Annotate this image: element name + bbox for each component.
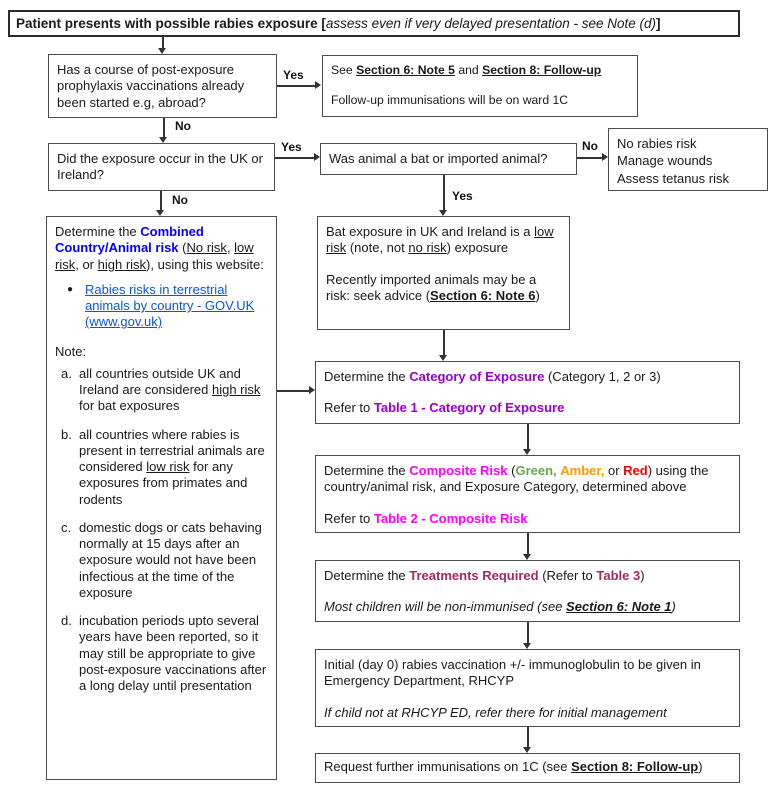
text-segment: all countries where rabies is present in terrestrial animals are considered [79, 426, 265, 474]
text-segment: Follow-up immunisations will be on ward 1C [331, 93, 569, 108]
box-request-immunisations [315, 753, 740, 783]
list-marker: b. [61, 426, 72, 442]
text-segment: low risk [55, 240, 254, 272]
box-pep-question [48, 54, 277, 118]
list-marker: a. [61, 365, 72, 381]
label-yes-uk: Yes [281, 140, 302, 154]
text-segment: Determine the [324, 463, 410, 478]
arrowhead-category-to-composite [523, 449, 531, 455]
connector-initial-to-request [527, 727, 529, 747]
list-marker: d. [61, 613, 72, 628]
text-segment: Composite Risk [409, 463, 508, 478]
text-segment: assess even if very delayed presentation - see Note (d) [325, 15, 657, 31]
note-item [55, 613, 268, 694]
text-segment: Recently imported animals may be a risk: seek advice ( [326, 271, 537, 303]
text-segment: Section 8: Follow-up [571, 759, 699, 774]
connector-uk-no [160, 191, 162, 210]
text-segment: Bat exposure in UK and Ireland is a [326, 224, 535, 239]
list-marker: ● [67, 283, 74, 295]
label-no-pep: No [175, 119, 191, 133]
note-item [55, 520, 268, 601]
paragraph [324, 463, 731, 496]
list-item-text [79, 427, 268, 508]
box-no-rabies-risk [608, 128, 768, 191]
govuk-rabies-risk-link[interactable]: Rabies risks in terrestrial animals by country - GOV.UK (www.gov.uk) [85, 281, 255, 330]
text-segment: low risk [146, 459, 190, 474]
arrowhead-bat-yes [439, 210, 447, 216]
text-segment: Most children will be non-immunised (see [324, 599, 567, 615]
text-segment: ) [671, 599, 676, 615]
arrowhead-composite-to-treatments [523, 554, 531, 560]
list-item-text [79, 613, 268, 694]
text-segment: Section 8: Follow-up [482, 63, 602, 77]
arrowhead-treatments-to-initial [523, 643, 531, 649]
text-segment: Combined Country/Animal risk [55, 224, 204, 256]
arrowhead-countryrisk-to-category [309, 386, 315, 394]
text-segment: (note, not [346, 240, 409, 256]
text-segment: Red [623, 463, 648, 478]
paragraph [326, 224, 561, 257]
paragraph [324, 568, 731, 584]
arrowhead-bat-no [602, 153, 608, 161]
text-segment: Has a course of post-exposure prophylaxis vaccinations already been started e.g, abroad? [57, 62, 245, 110]
text-segment: ( [178, 240, 187, 256]
note-heading: Note: [55, 343, 87, 359]
text-segment: Category of Exposure [409, 369, 545, 384]
country-risk-intro [55, 224, 268, 273]
text-segment: Assess tetanus risk [617, 170, 729, 186]
box-composite-risk [315, 455, 740, 533]
label-no-bat: No [582, 139, 598, 153]
text-segment: , [226, 240, 235, 256]
connector-title-to-pep [162, 37, 164, 48]
box-initial-vaccination [315, 649, 740, 727]
paragraph [331, 63, 629, 78]
text-segment: Determine the [324, 568, 410, 583]
label-yes-pep: Yes [283, 68, 304, 82]
list-marker: c. [61, 519, 72, 535]
connector-category-to-composite [527, 424, 529, 449]
label-yes-bat: Yes [452, 189, 473, 203]
text-segment: high risk [97, 256, 147, 272]
connector-bat-no [577, 157, 602, 159]
text-segment: Did the exposure occur in the UK or Ireland? [57, 151, 263, 183]
text-segment: ) [535, 287, 540, 303]
text-segment: Initial (day 0) rabies vaccination +/- immunoglobulin to be given in Emergency Department, RHCYP [324, 657, 701, 689]
paragraph [331, 93, 629, 108]
paragraph [617, 153, 759, 169]
text-segment: No risk [186, 240, 227, 256]
box-country-animal-risk [46, 216, 277, 780]
text-segment: (Refer to [538, 568, 597, 583]
paragraph [324, 599, 731, 615]
connector-treatments-to-initial [527, 622, 529, 643]
box-treatments-required [315, 560, 740, 622]
text-segment: high risk [211, 382, 261, 397]
text-segment: or [604, 463, 624, 478]
text-segment: Manage wounds [617, 153, 713, 169]
text-segment: for any exposures from primates and rodents [79, 459, 248, 507]
text-segment: for bat exposures [79, 398, 180, 414]
list-item-text [79, 366, 268, 415]
connector-uk-yes [275, 157, 314, 159]
text-segment: low risk [326, 224, 554, 256]
text-segment: (Category 1, 2 or 3) [544, 369, 661, 384]
text-segment: ) [698, 759, 703, 774]
paragraph [324, 657, 731, 690]
text-segment: domestic dogs or cats behaving normally at 15 days after an exposure would not have been infectious at the time of the exposure [79, 519, 262, 600]
arrowhead-initial-to-request [523, 747, 531, 753]
box-bat-exposure-info [317, 216, 570, 330]
text-segment: incubation periods upto several years have been reported, so it may still be appropriate to give post-exposure vaccinations after a long delay until presentation [79, 613, 267, 693]
govuk-link-bullet [55, 282, 268, 331]
box-uk-ireland-question [48, 143, 275, 191]
arrowhead-title-to-pep [158, 48, 166, 54]
text-segment: , or [75, 256, 98, 272]
title-banner [8, 10, 740, 37]
paragraph [324, 759, 731, 775]
paragraph [324, 705, 731, 721]
paragraph [617, 171, 759, 187]
text-segment: ) using the country/animal risk, and Exposure Category, determined above [324, 463, 709, 495]
connector-pep-yes [277, 85, 315, 87]
connector-bat-yes [443, 175, 445, 210]
text-segment: and [454, 63, 483, 77]
text-segment: Section 6: Note 1 [566, 599, 672, 615]
text-segment: no risk [408, 240, 447, 256]
text-segment: Refer to [324, 400, 374, 416]
paragraph [617, 136, 759, 152]
notes-list [55, 366, 268, 695]
text-segment: Section 6: Note 5 [356, 63, 455, 77]
text-segment: ] [656, 15, 661, 31]
arrowhead-uk-no [156, 210, 164, 216]
note-item [55, 427, 268, 508]
label-no-uk: No [172, 193, 188, 207]
paragraph [57, 62, 268, 111]
text-segment: ( [507, 463, 516, 478]
paragraph [324, 511, 731, 527]
connector-composite-to-treatments [527, 533, 529, 554]
note-item [55, 366, 268, 415]
text-segment: Green, [515, 463, 557, 478]
connector-pep-no [163, 118, 165, 137]
text-segment: ), using this website: [146, 256, 264, 272]
text-segment: ) exposure [446, 240, 509, 256]
paragraph [324, 400, 731, 416]
text-segment: Determine the [55, 224, 141, 239]
box-see-section-followup [322, 55, 638, 117]
text-segment: Treatments Required [409, 568, 539, 583]
text-segment: Table 1 - Category of Exposure [373, 400, 565, 416]
text-segment: No rabies risk [617, 136, 697, 151]
list-item-text [79, 520, 268, 601]
box-category-of-exposure [315, 361, 740, 424]
text-segment: Was animal a bat or imported animal? [329, 150, 548, 166]
box-bat-imported-question [320, 143, 577, 175]
text-segment: See [331, 63, 357, 77]
text-segment: ) [640, 568, 645, 583]
text-segment: Determine the [324, 369, 410, 384]
text-segment: all countries outside UK and Ireland are considered [79, 365, 241, 397]
text-segment: If child not at RHCYP ED, refer there for initial management [324, 704, 667, 720]
text-segment: Patient presents with possible rabies exposure [ [16, 15, 326, 31]
text-segment: Request further immunisations on 1C (see [324, 759, 572, 774]
text-segment: Amber, [560, 463, 605, 478]
text-segment: Table 2 - Composite Risk [373, 510, 528, 526]
arrowhead-pep-yes [315, 81, 321, 89]
arrowhead-batinfo-to-category [439, 355, 447, 361]
arrowhead-uk-yes [314, 153, 320, 161]
text-segment: Refer to [324, 510, 374, 526]
list-item-text [85, 282, 268, 331]
paragraph [326, 272, 561, 305]
paragraph [324, 369, 731, 385]
paragraph [329, 151, 547, 167]
text-segment: Section 6: Note 6 [430, 287, 536, 303]
connector-countryrisk-to-category [277, 390, 309, 392]
arrowhead-pep-no [159, 137, 167, 143]
connector-batinfo-to-category [443, 330, 445, 355]
text-segment: Table 3 [596, 568, 641, 583]
paragraph [57, 151, 266, 184]
